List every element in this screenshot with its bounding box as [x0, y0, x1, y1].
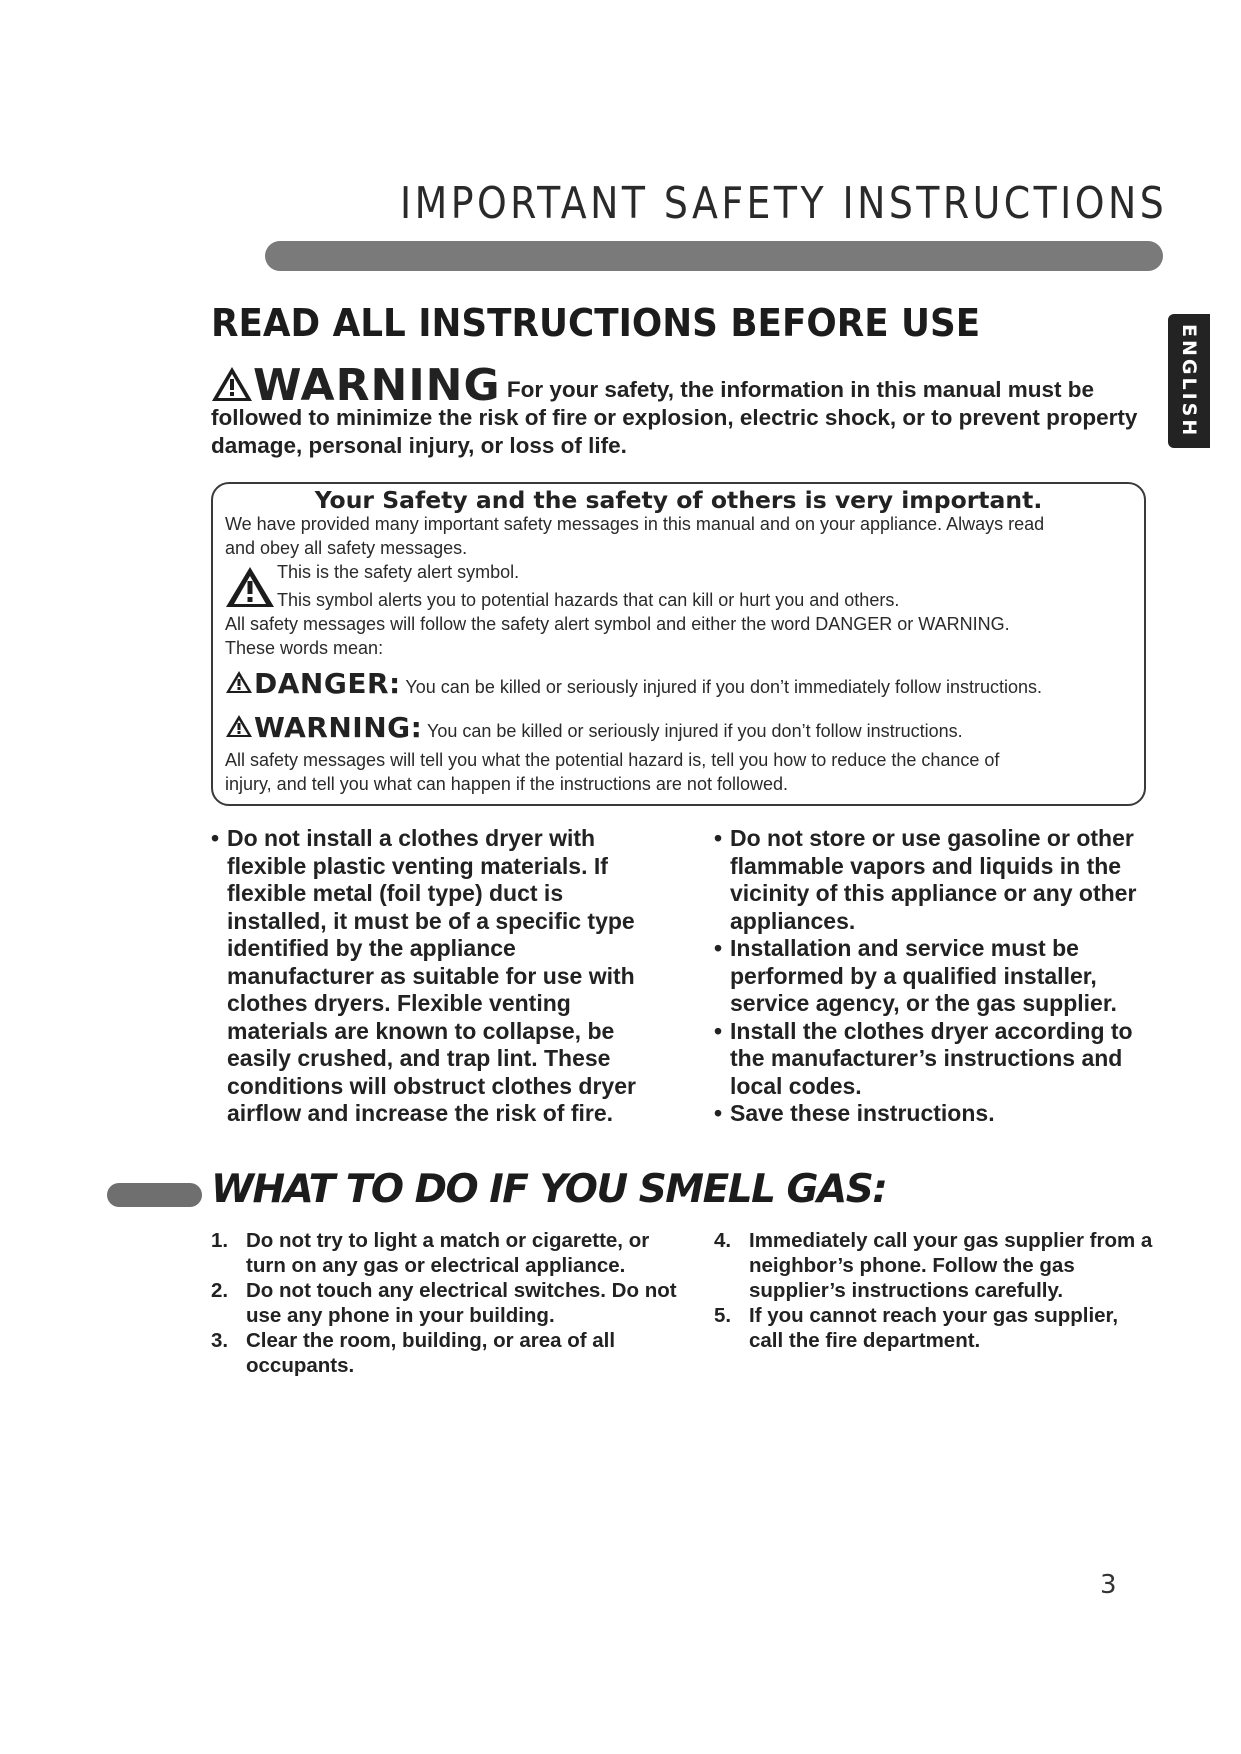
gas-steps-left [211, 1228, 681, 1378]
list-item: • Installation and service must be performed by a qualified installer, service agency, or the gas supplier. [714, 935, 1117, 1016]
safety-message-box [211, 482, 1146, 806]
intro-warning-text: For your safety, the information in this manual must be followed to minimize the risk of fire or explosion, electric shock, or to prevent property damage, personal injury, or loss of life. [211, 377, 1138, 458]
warning-definition [225, 711, 963, 744]
safety-box-line: We have provided many important safety messages in this manual and on your appliance. Always read [225, 514, 1045, 534]
intro-warning-label: WARNING [211, 360, 501, 411]
safety-symbol-text: This symbol alerts you to potential hazards that can kill or hurt you and others. [277, 590, 900, 610]
page-title: IMPORTANT SAFETY INSTRUCTIONS [400, 178, 1168, 229]
gas-section-title: WHAT TO DO IF YOU SMELL GAS: [211, 1167, 887, 1212]
gas-step: 3. Clear the room, building, or area of all occupants. [211, 1329, 616, 1377]
header-divider-bar [265, 241, 1163, 271]
safety-box-line: injury, and tell you what can happen if the instructions are not followed. [225, 774, 789, 794]
gas-steps-right [714, 1228, 1154, 1353]
safety-box-line: All safety messages will tell you what the potential hazard is, tell you how to reduce the chance of [225, 750, 1000, 770]
safety-alert-triangle-icon [225, 566, 275, 608]
safety-symbol-text: This is the safety alert symbol. [277, 562, 520, 582]
page-number: 3 [1100, 1570, 1117, 1600]
safety-box-title: Your Safety and the safety of others is very important. [314, 486, 1043, 514]
safety-alert-triangle-icon [211, 366, 253, 402]
safety-box-line: and obey all safety messages. [225, 538, 468, 558]
warnings-left-column [211, 825, 666, 1128]
gas-step: 2. Do not touch any electrical switches. Do not use any phone in your building. [211, 1279, 677, 1327]
gas-step: 1. Do not try to light a match or cigarette, or turn on any gas or electrical appliance. [211, 1229, 650, 1277]
danger-definition [225, 667, 1043, 700]
safety-alert-triangle-icon [225, 714, 253, 738]
list-item: • Install the clothes dryer according to the manufacturer’s instructions and local codes. [714, 1017, 1133, 1099]
list-item: • Do not store or use gasoline or other flammable vapors and liquids in the vicinity of this appliance or any other appliances. [714, 825, 1137, 934]
danger-label: DANGER: [225, 667, 401, 700]
gas-step: 5. If you cannot reach your gas supplier, call the fire department. [714, 1304, 1119, 1352]
danger-text: You can be killed or seriously injured if you don’t immediately follow instructions. [405, 677, 1043, 697]
list-item: • Do not install a clothes dryer with flexible plastic venting materials. If flexible metal (foil type) duct is installed, it must be of a specific type identified by the appliance manufacturer as suitable for use with clothes dryers. Flexible venting materials are known to collapse, be easily crushed, and trap lint. These conditions will obstruct clothes dryer airflow and increase the risk of fire. [211, 825, 636, 1126]
section-marker-pill [107, 1183, 202, 1207]
warnings-right-column [714, 825, 1159, 1128]
read-all-heading: READ ALL INSTRUCTIONS BEFORE USE [211, 301, 981, 345]
list-item: • Save these instructions. [714, 1100, 995, 1126]
warning-text: You can be killed or seriously injured if you don’t follow instructions. [427, 721, 963, 741]
language-tab-label: ENGLISH [1178, 323, 1200, 439]
language-tab[interactable] [1168, 314, 1210, 448]
warning-label: WARNING: [225, 711, 422, 744]
intro-warning [211, 360, 1141, 460]
safety-alert-triangle-icon [225, 670, 253, 694]
safety-box-line: All safety messages will follow the safety alert symbol and either the word DANGER or WARNING. [225, 614, 1010, 634]
gas-step: 4. Immediately call your gas supplier from a neighbor’s phone. Follow the gas supplier’s instructions carefully. [714, 1229, 1153, 1302]
safety-box-line: These words mean: [225, 638, 384, 658]
